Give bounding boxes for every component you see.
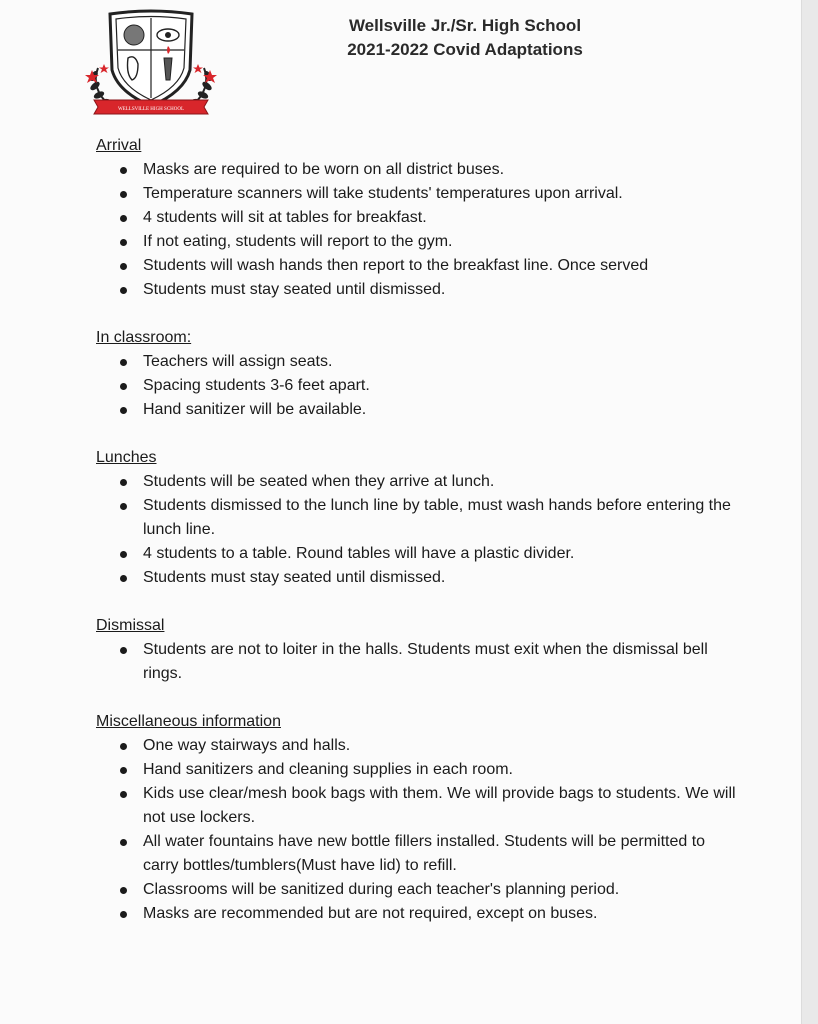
list-item: If not eating, students will report to the gym. xyxy=(96,230,736,254)
list-item: Kids use clear/mesh book bags with them. We will provide bags to students. We will not use lockers. xyxy=(96,782,736,830)
bullet-list xyxy=(96,158,736,302)
section-heading: Arrival xyxy=(96,137,142,154)
list-item: Students dismissed to the lunch line by table, must wash hands before entering the lunch line. xyxy=(96,494,736,542)
section-in-classroom xyxy=(96,326,736,422)
bullet-list xyxy=(96,638,736,686)
bullet-list xyxy=(96,470,736,590)
list-item: One way stairways and halls. xyxy=(96,734,736,758)
list-item: Hand sanitizers and cleaning supplies in each room. xyxy=(96,758,736,782)
bullet-list xyxy=(96,350,736,422)
list-item: Students will wash hands then report to the breakfast line. Once served xyxy=(96,254,736,278)
school-crest-logo xyxy=(80,8,222,120)
section-miscellaneous-information xyxy=(96,710,736,926)
list-item: Students must stay seated until dismissed. xyxy=(96,278,736,302)
school-name: Wellsville Jr./Sr. High School xyxy=(348,16,582,35)
list-item: Classrooms will be sanitized during each teacher's planning period. xyxy=(96,878,736,902)
list-item: Teachers will assign seats. xyxy=(96,350,736,374)
section-heading: Miscellaneous information xyxy=(96,713,281,730)
document-header xyxy=(260,14,670,62)
section-heading: Lunches xyxy=(96,449,157,466)
list-item: Students will be seated when they arrive at lunch. xyxy=(96,470,736,494)
list-item: All water fountains have new bottle fillers installed. Students will be permitted to carry bottles/tumblers(Must have lid) to refill. xyxy=(96,830,736,878)
page-edge xyxy=(801,0,818,1024)
list-item: Temperature scanners will take students' temperatures upon arrival. xyxy=(96,182,736,206)
list-item: Masks are required to be worn on all district buses. xyxy=(96,158,736,182)
list-item: Students must stay seated until dismissed. xyxy=(96,566,736,590)
section-arrival xyxy=(96,134,736,302)
section-dismissal xyxy=(96,614,736,686)
document-body xyxy=(96,134,736,950)
section-heading: In classroom: xyxy=(96,329,192,346)
list-item: Hand sanitizer will be available. xyxy=(96,398,736,422)
list-item: Students are not to loiter in the halls. Students must exit when the dismissal bell rings. xyxy=(96,638,736,686)
list-item: 4 students will sit at tables for breakfast. xyxy=(96,206,736,230)
list-item: Masks are recommended but are not required, except on buses. xyxy=(96,902,736,926)
list-item: Spacing students 3-6 feet apart. xyxy=(96,374,736,398)
svg-text:WELLSVILLE HIGH SCHOOL: WELLSVILLE HIGH SCHOOL xyxy=(117,107,185,112)
section-heading: Dismissal xyxy=(96,617,165,634)
bullet-list xyxy=(96,734,736,926)
document-title: 2021-2022 Covid Adaptations xyxy=(347,40,583,59)
list-item: 4 students to a table. Round tables will have a plastic divider. xyxy=(96,542,736,566)
section-lunches xyxy=(96,446,736,590)
